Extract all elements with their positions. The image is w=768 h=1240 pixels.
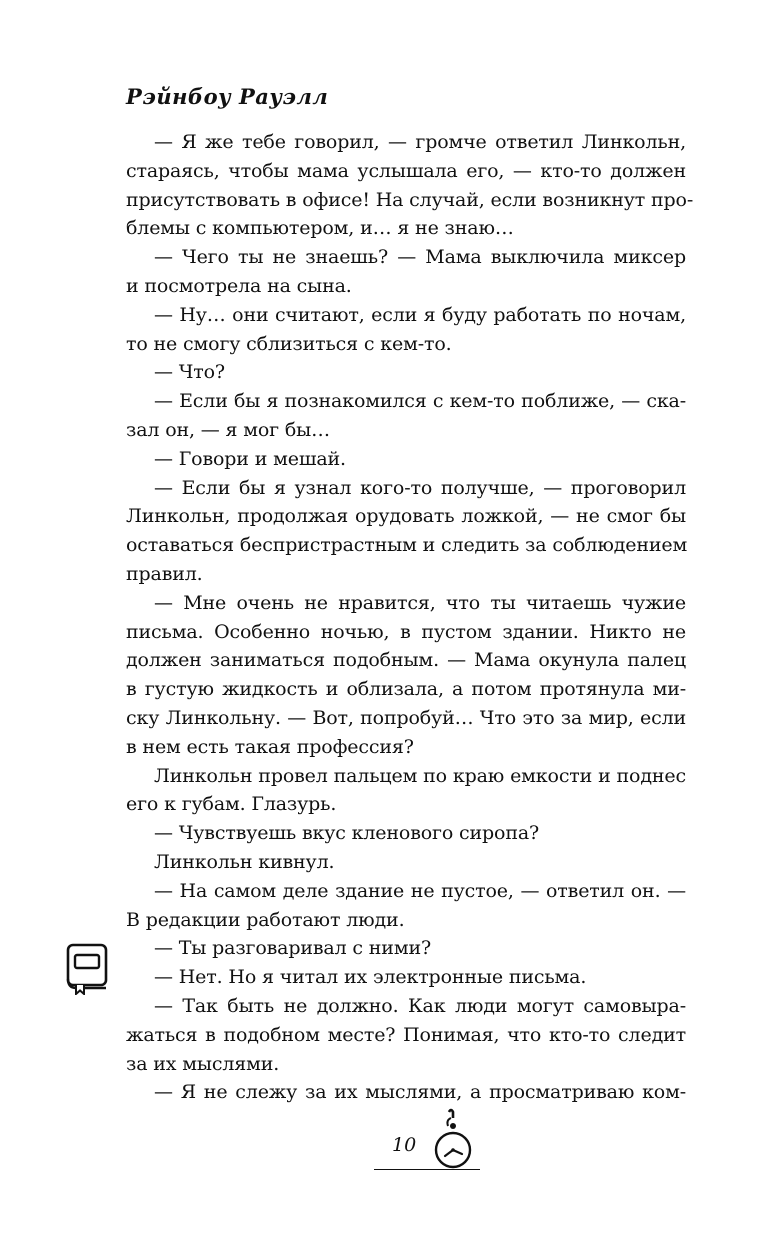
text-line: — Чего ты не знаешь? — Мама выключила миксер bbox=[154, 246, 686, 269]
text-line: за их мыслями. bbox=[126, 1052, 280, 1075]
text-line: жаться в подобном месте? Понимая, что кто-то следит bbox=[126, 1023, 686, 1046]
text-line: — Ну… они считают, если я буду работать по ночам, bbox=[154, 303, 686, 326]
text-line: оставаться беспристрастным и следить за соблюдением bbox=[126, 534, 688, 557]
text-line: Линкольн провел пальцем по краю емкости и поднес bbox=[154, 764, 686, 787]
text-line: В редакции работают люди. bbox=[126, 908, 405, 931]
running-header-author: Рэйнбоу Рауэлл bbox=[126, 84, 329, 109]
text-line: — Что? bbox=[154, 361, 225, 384]
text-line: — Мне очень не нравится, что ты читаешь чужие bbox=[154, 591, 686, 614]
text-line: и посмотрела на сына. bbox=[126, 274, 352, 297]
body-text bbox=[126, 128, 694, 1107]
text-line: — Я же тебе говорил, — громче ответил Линкольн, bbox=[154, 131, 686, 153]
page-footer bbox=[374, 1108, 480, 1176]
text-line: Линкольн кивнул. bbox=[154, 850, 335, 873]
text-line: присутствовать в офисе! На случай, если возникнут про- bbox=[126, 188, 694, 211]
text-line: в густую жидкость и облизала, а потом протянула ми- bbox=[126, 678, 686, 701]
stopwatch-icon bbox=[432, 1108, 474, 1176]
text-line: — Нет. Но я читал их электронные письма. bbox=[154, 966, 587, 989]
text-line: — Ты разговаривал с ними? bbox=[154, 937, 431, 960]
text-line: — Говори и мешай. bbox=[154, 447, 346, 470]
page-number: 10 bbox=[392, 1134, 417, 1156]
footer-rule bbox=[374, 1169, 480, 1170]
book-icon bbox=[66, 943, 110, 999]
text-line: — Если бы я узнал кого-то получше, — проговорил bbox=[154, 476, 686, 499]
text-line: — На самом деле здание не пустое, — ответил он. — bbox=[154, 879, 686, 902]
text-line: то не смогу сблизиться с кем-то. bbox=[126, 332, 452, 355]
text-line: Линкольн, продолжая орудовать ложкой, — не смог бы bbox=[126, 505, 686, 528]
text-line: зал он, — я мог бы… bbox=[126, 418, 330, 441]
text-line: — Так быть не должно. Как люди могут самовыра- bbox=[154, 994, 686, 1017]
text-line: ску Линкольну. — Вот, попробуй… Что это за мир, если bbox=[126, 706, 686, 729]
text-line: его к губам. Глазурь. bbox=[126, 793, 337, 816]
text-line: — Чувствуешь вкус кленового сиропа? bbox=[154, 822, 540, 845]
text-line: блемы с компьютером, и… я не знаю… bbox=[126, 217, 514, 240]
text-line: стараясь, чтобы мама услышала его, — кто-то должен bbox=[126, 159, 686, 182]
text-line: — Я не слежу за их мыслями, а просматриваю ком- bbox=[154, 1081, 686, 1104]
text-line: должен заниматься подобным. — Мама окунула палец bbox=[126, 649, 686, 672]
text-line: правил. bbox=[126, 562, 203, 585]
text-line: в нем есть такая профессия? bbox=[126, 735, 414, 758]
text-line: — Если бы я познакомился с кем-то поближе, — ска- bbox=[154, 390, 686, 413]
text-line: письма. Особенно ночью, в пустом здании. Никто не bbox=[126, 620, 686, 643]
